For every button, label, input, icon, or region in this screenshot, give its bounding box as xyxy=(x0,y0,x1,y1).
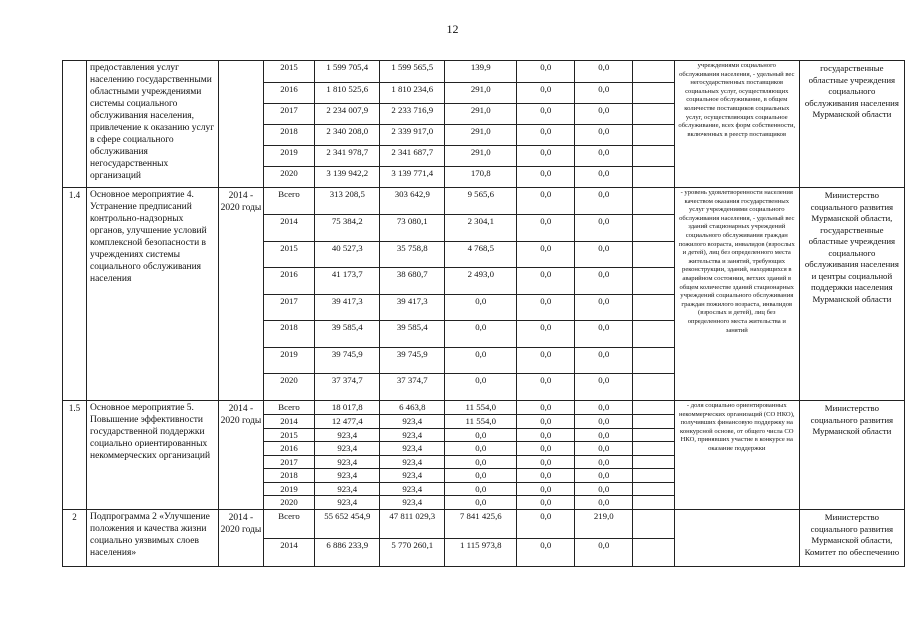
funding-d: 0,0 xyxy=(517,103,575,124)
funding-e: 0,0 xyxy=(575,215,633,242)
funding-e: 0,0 xyxy=(575,538,633,566)
funding-e: 0,0 xyxy=(575,188,633,215)
funding-year: 2019 xyxy=(264,145,315,166)
funding-b: 923,4 xyxy=(380,415,445,429)
funding-a: 2 340 208,0 xyxy=(315,124,380,145)
funding-d: 0,0 xyxy=(517,347,575,374)
funding-c: 1 115 973,8 xyxy=(445,538,517,566)
funding-blank xyxy=(633,61,674,82)
funding-b: 923,4 xyxy=(380,442,445,456)
funding-blank xyxy=(633,103,674,124)
funding-b: 47 811 029,3 xyxy=(380,510,445,538)
funding-e: 0,0 xyxy=(575,347,633,374)
funding-c: 139,9 xyxy=(445,61,517,82)
funding-cell xyxy=(263,401,674,510)
funding-blank xyxy=(633,442,674,456)
funding-b: 3 139 771,4 xyxy=(380,166,445,187)
funding-b: 923,4 xyxy=(380,496,445,510)
funding-a: 923,4 xyxy=(315,482,380,496)
funding-year: 2019 xyxy=(264,482,315,496)
funding-e: 0,0 xyxy=(575,268,633,295)
funding-a: 40 527,3 xyxy=(315,241,380,268)
funding-year: Всего xyxy=(264,401,315,415)
funding-year: 2018 xyxy=(264,469,315,483)
funding-a: 923,4 xyxy=(315,455,380,469)
funding-d: 0,0 xyxy=(517,469,575,483)
funding-d: 0,0 xyxy=(517,510,575,538)
funding-c: 0,0 xyxy=(445,374,517,401)
funding-e: 0,0 xyxy=(575,294,633,321)
funding-e: 0,0 xyxy=(575,428,633,442)
funding-blank xyxy=(633,510,674,538)
funding-a: 1 599 705,4 xyxy=(315,61,380,82)
funding-a: 923,4 xyxy=(315,496,380,510)
funding-e: 0,0 xyxy=(575,124,633,145)
funding-c: 0,0 xyxy=(445,469,517,483)
funding-row xyxy=(264,166,674,187)
section-row xyxy=(63,61,905,188)
item-name: Подпрограмма 2 «Улучшение положения и качества жизни социально уязвимых слоев населения» xyxy=(87,510,219,567)
funding-c: 0,0 xyxy=(445,455,517,469)
funding-c: 11 554,0 xyxy=(445,401,517,415)
funding-b: 2 341 687,7 xyxy=(380,145,445,166)
item-executor: государственные областные учреждения социального обслуживания населения Мурманской области xyxy=(799,61,904,188)
funding-row xyxy=(264,124,674,145)
funding-a: 2 234 007,9 xyxy=(315,103,380,124)
funding-row xyxy=(264,103,674,124)
funding-a: 1 810 525,6 xyxy=(315,82,380,103)
item-number: 1.5 xyxy=(63,401,87,510)
item-indicators: учреждениями социального обслуживания населения, - удельный вес негосударственных поставщиков социальных услуг, осуществляющих социальное обслуживание, в общем количестве поставщиков социальных услуг, осуществляющих социальное обслуживание, всех форм собственности, включенных в реестр поставщиков xyxy=(674,61,799,188)
funding-row xyxy=(264,215,674,242)
funding-b: 923,4 xyxy=(380,428,445,442)
funding-e: 0,0 xyxy=(575,442,633,456)
funding-c: 170,8 xyxy=(445,166,517,187)
funding-a: 923,4 xyxy=(315,428,380,442)
funding-c: 7 841 425,6 xyxy=(445,510,517,538)
funding-table xyxy=(264,401,674,509)
funding-row xyxy=(264,347,674,374)
funding-row xyxy=(264,82,674,103)
funding-c: 2 304,1 xyxy=(445,215,517,242)
funding-c: 291,0 xyxy=(445,124,517,145)
funding-year: 2017 xyxy=(264,455,315,469)
funding-year: 2016 xyxy=(264,442,315,456)
funding-table xyxy=(264,188,674,400)
funding-d: 0,0 xyxy=(517,166,575,187)
funding-cell xyxy=(263,510,674,567)
funding-b: 923,4 xyxy=(380,455,445,469)
funding-e: 0,0 xyxy=(575,374,633,401)
funding-b: 39 745,9 xyxy=(380,347,445,374)
funding-d: 0,0 xyxy=(517,145,575,166)
funding-d: 0,0 xyxy=(517,538,575,566)
funding-b: 1 810 234,6 xyxy=(380,82,445,103)
funding-d: 0,0 xyxy=(517,294,575,321)
funding-d: 0,0 xyxy=(517,215,575,242)
page-number: 12 xyxy=(446,22,459,36)
item-number: 2 xyxy=(63,510,87,567)
funding-row xyxy=(264,538,674,566)
funding-c: 4 768,5 xyxy=(445,241,517,268)
funding-c: 0,0 xyxy=(445,321,517,348)
funding-b: 37 374,7 xyxy=(380,374,445,401)
funding-b: 39 417,3 xyxy=(380,294,445,321)
funding-d: 0,0 xyxy=(517,124,575,145)
item-years: 2014 - 2020 годы xyxy=(219,188,264,401)
funding-a: 37 374,7 xyxy=(315,374,380,401)
funding-b: 2 339 917,0 xyxy=(380,124,445,145)
funding-row xyxy=(264,294,674,321)
funding-year: 2016 xyxy=(264,268,315,295)
funding-row xyxy=(264,455,674,469)
funding-blank xyxy=(633,482,674,496)
funding-d: 0,0 xyxy=(517,401,575,415)
funding-c: 0,0 xyxy=(445,428,517,442)
funding-e: 0,0 xyxy=(575,496,633,510)
funding-d: 0,0 xyxy=(517,455,575,469)
funding-cell xyxy=(263,61,674,188)
funding-a: 41 173,7 xyxy=(315,268,380,295)
funding-d: 0,0 xyxy=(517,482,575,496)
funding-e: 0,0 xyxy=(575,241,633,268)
funding-year: 2015 xyxy=(264,61,315,82)
funding-row xyxy=(264,442,674,456)
funding-e: 0,0 xyxy=(575,82,633,103)
funding-row xyxy=(264,268,674,295)
funding-table xyxy=(264,510,674,566)
funding-c: 9 565,6 xyxy=(445,188,517,215)
item-indicators: - доля социально ориентированных некоммерческих организаций (СО НКО), получивших финансовую поддержку на конкурсной основе, от общего числа СО НКО, принявших участие в конкурсе на оказание поддержки xyxy=(674,401,799,510)
funding-b: 303 642,9 xyxy=(380,188,445,215)
funding-e: 0,0 xyxy=(575,401,633,415)
funding-blank xyxy=(633,347,674,374)
funding-e: 0,0 xyxy=(575,415,633,429)
funding-d: 0,0 xyxy=(517,415,575,429)
funding-b: 6 463,8 xyxy=(380,401,445,415)
funding-b: 35 758,8 xyxy=(380,241,445,268)
funding-b: 923,4 xyxy=(380,469,445,483)
funding-row xyxy=(264,241,674,268)
funding-row xyxy=(264,188,674,215)
funding-c: 0,0 xyxy=(445,442,517,456)
item-years: 2014 - 2020 годы xyxy=(219,401,264,510)
funding-b: 73 080,1 xyxy=(380,215,445,242)
funding-e: 0,0 xyxy=(575,482,633,496)
funding-b: 5 770 260,1 xyxy=(380,538,445,566)
funding-blank xyxy=(633,374,674,401)
funding-a: 6 886 233,9 xyxy=(315,538,380,566)
funding-c: 0,0 xyxy=(445,496,517,510)
funding-blank xyxy=(633,455,674,469)
funding-e: 0,0 xyxy=(575,103,633,124)
funding-d: 0,0 xyxy=(517,241,575,268)
funding-year: 2019 xyxy=(264,347,315,374)
funding-year: 2017 xyxy=(264,294,315,321)
funding-row xyxy=(264,321,674,348)
funding-a: 313 208,5 xyxy=(315,188,380,215)
funding-d: 0,0 xyxy=(517,321,575,348)
item-indicators: - уровень удовлетворенности населения качеством оказания государственных услуг учреждениями социального обслуживания населения, - удельный вес зданий стационарных учреждений социального обслуживания граждан пожилого возраста, инвалидов (взрослых и детей), лиц без определенного места жительства и занятий, требующих реконструкции, зданий, находящихся в аварийном состоянии, ветхих зданий в общем количестве зданий стационарных учреждений социального обслуживания граждан пожилого возраста, инвалидов (взрослых и детей), лиц без определенного места жительства и занятий xyxy=(674,188,799,401)
funding-e: 0,0 xyxy=(575,469,633,483)
funding-a: 55 652 454,9 xyxy=(315,510,380,538)
funding-a: 75 384,2 xyxy=(315,215,380,242)
funding-year: 2014 xyxy=(264,215,315,242)
funding-year: 2018 xyxy=(264,124,315,145)
funding-blank xyxy=(633,82,674,103)
funding-c: 291,0 xyxy=(445,145,517,166)
item-name: Основное мероприятие 5. Повышение эффективности государственной поддержки социально ориентированных некоммерческих организаций xyxy=(87,401,219,510)
funding-c: 291,0 xyxy=(445,82,517,103)
section-row xyxy=(63,188,905,401)
funding-a: 923,4 xyxy=(315,469,380,483)
funding-year: Всего xyxy=(264,510,315,538)
program-table xyxy=(62,60,905,567)
funding-blank xyxy=(633,241,674,268)
funding-a: 12 477,4 xyxy=(315,415,380,429)
item-years xyxy=(219,61,264,188)
item-indicators xyxy=(674,510,799,567)
section-row xyxy=(63,510,905,567)
funding-a: 39 585,4 xyxy=(315,321,380,348)
funding-year: 2020 xyxy=(264,374,315,401)
funding-a: 923,4 xyxy=(315,442,380,456)
funding-blank xyxy=(633,215,674,242)
item-years: 2014 - 2020 годы xyxy=(219,510,264,567)
funding-year: 2018 xyxy=(264,321,315,348)
funding-year: 2015 xyxy=(264,428,315,442)
funding-e: 219,0 xyxy=(575,510,633,538)
funding-blank xyxy=(633,496,674,510)
funding-blank xyxy=(633,145,674,166)
funding-a: 18 017,8 xyxy=(315,401,380,415)
funding-blank xyxy=(633,469,674,483)
funding-blank xyxy=(633,188,674,215)
funding-d: 0,0 xyxy=(517,268,575,295)
funding-year: Всего xyxy=(264,188,315,215)
funding-c: 11 554,0 xyxy=(445,415,517,429)
funding-row xyxy=(264,61,674,82)
funding-d: 0,0 xyxy=(517,428,575,442)
funding-year: 2020 xyxy=(264,496,315,510)
funding-d: 0,0 xyxy=(517,61,575,82)
funding-row xyxy=(264,415,674,429)
funding-e: 0,0 xyxy=(575,145,633,166)
funding-c: 0,0 xyxy=(445,482,517,496)
funding-row xyxy=(264,145,674,166)
funding-blank xyxy=(633,415,674,429)
funding-a: 39 417,3 xyxy=(315,294,380,321)
funding-year: 2017 xyxy=(264,103,315,124)
item-number xyxy=(63,61,87,188)
funding-row xyxy=(264,496,674,510)
funding-b: 923,4 xyxy=(380,482,445,496)
funding-d: 0,0 xyxy=(517,82,575,103)
funding-c: 0,0 xyxy=(445,347,517,374)
funding-blank xyxy=(633,294,674,321)
funding-b: 1 599 565,5 xyxy=(380,61,445,82)
funding-c: 291,0 xyxy=(445,103,517,124)
item-number: 1.4 xyxy=(63,188,87,401)
program-table-body xyxy=(63,61,905,567)
item-name: Основное мероприятие 4. Устранение предписаний контрольно-надзорных органов, улучшение условий комплексной безопасности в учреждениях системы социального обслуживания населения xyxy=(87,188,219,401)
funding-row xyxy=(264,469,674,483)
funding-b: 2 233 716,9 xyxy=(380,103,445,124)
funding-e: 0,0 xyxy=(575,321,633,348)
funding-d: 0,0 xyxy=(517,374,575,401)
funding-row xyxy=(264,482,674,496)
funding-blank xyxy=(633,401,674,415)
funding-blank xyxy=(633,321,674,348)
item-executor: Министерство социального развития Мурманской области, государственные областные учреждения социального обслуживания населения и центры социальной поддержки населения Мурманской области xyxy=(799,188,904,401)
funding-year: 2014 xyxy=(264,415,315,429)
funding-e: 0,0 xyxy=(575,455,633,469)
funding-blank xyxy=(633,268,674,295)
funding-d: 0,0 xyxy=(517,496,575,510)
funding-e: 0,0 xyxy=(575,166,633,187)
item-executor: Министерство социального развития Мурманской области, Комитет по обеспечению xyxy=(799,510,904,567)
funding-c: 0,0 xyxy=(445,294,517,321)
funding-row xyxy=(264,401,674,415)
funding-a: 3 139 942,2 xyxy=(315,166,380,187)
funding-table xyxy=(264,61,674,187)
funding-a: 2 341 978,7 xyxy=(315,145,380,166)
funding-b: 39 585,4 xyxy=(380,321,445,348)
funding-b: 38 680,7 xyxy=(380,268,445,295)
item-executor: Министерство социального развития Мурманской области xyxy=(799,401,904,510)
funding-blank xyxy=(633,428,674,442)
funding-year: 2020 xyxy=(264,166,315,187)
funding-row xyxy=(264,510,674,538)
funding-blank xyxy=(633,124,674,145)
item-name: предоставления услуг населению государственными областными учреждениями системы социального обслуживания населения, привлечение к оказанию услуг в сфере социального обслуживания негосударственных организаций xyxy=(87,61,219,188)
funding-e: 0,0 xyxy=(575,61,633,82)
funding-blank xyxy=(633,166,674,187)
funding-blank xyxy=(633,538,674,566)
funding-cell xyxy=(263,188,674,401)
funding-row xyxy=(264,428,674,442)
funding-year: 2016 xyxy=(264,82,315,103)
funding-d: 0,0 xyxy=(517,442,575,456)
funding-year: 2015 xyxy=(264,241,315,268)
funding-year: 2014 xyxy=(264,538,315,566)
funding-a: 39 745,9 xyxy=(315,347,380,374)
funding-row xyxy=(264,374,674,401)
funding-d: 0,0 xyxy=(517,188,575,215)
funding-c: 2 493,0 xyxy=(445,268,517,295)
section-row xyxy=(63,401,905,510)
